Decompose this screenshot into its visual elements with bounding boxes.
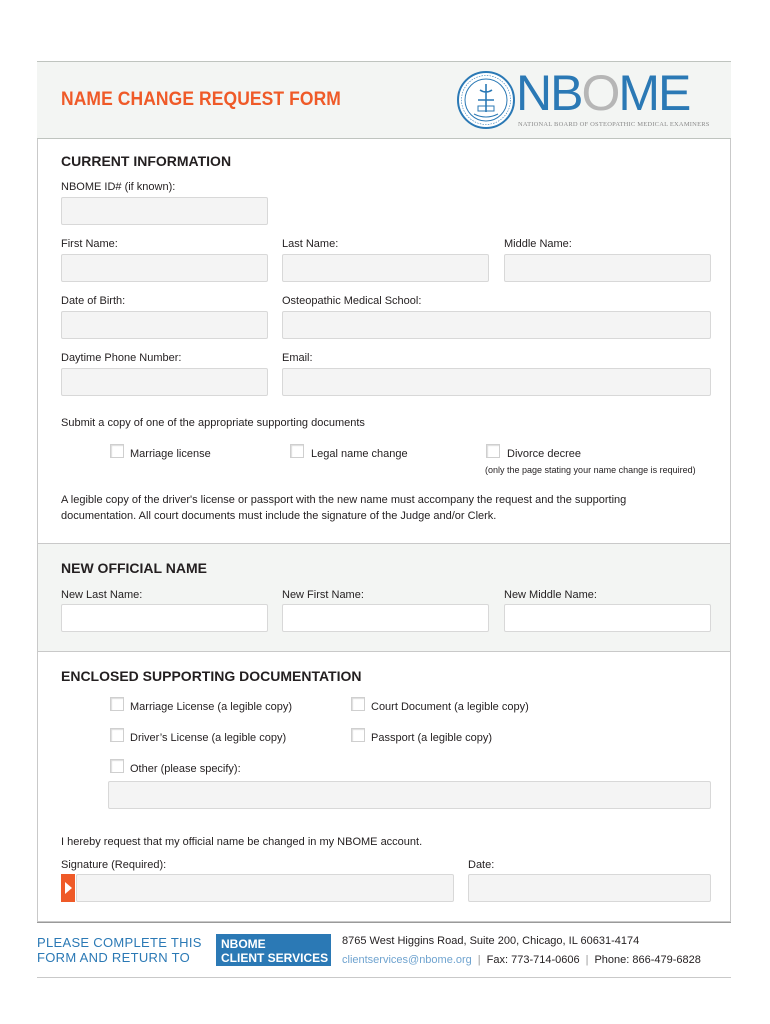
nbome-logo bbox=[516, 65, 690, 121]
contact-separator: | bbox=[585, 954, 589, 966]
new-official-name-heading: NEW OFFICIAL NAME bbox=[61, 560, 207, 576]
new-official-name-section bbox=[37, 544, 731, 652]
middle-name-label: Middle Name: bbox=[504, 238, 572, 250]
new-first-name-field[interactable] bbox=[282, 604, 489, 632]
contact-separator: | bbox=[477, 954, 481, 966]
license-requirement-note: A legible copy of the driver's license or passport with the new name must accompany the request and the supporting documentation. All court documents must include the signature of the Judge and/or Clerk. bbox=[61, 494, 627, 522]
marriage-license-label: Marriage license bbox=[130, 448, 211, 460]
new-last-name-label: New Last Name: bbox=[61, 589, 143, 601]
signature-label: Signature (Required): bbox=[61, 859, 167, 871]
signature-field[interactable] bbox=[76, 874, 454, 902]
last-name-label: Last Name: bbox=[282, 238, 339, 250]
medical-school-field[interactable] bbox=[282, 311, 711, 339]
marriage-license-checkbox[interactable] bbox=[110, 444, 124, 458]
drivers-license-checkbox[interactable] bbox=[110, 728, 124, 742]
other-document-label: Other (please specify): bbox=[130, 763, 241, 775]
legal-name-change-label: Legal name change bbox=[311, 448, 408, 460]
mailing-address: 8765 West Higgins Road, Suite 200, Chicago, IL 60631-4174 bbox=[342, 935, 640, 947]
passport-label: Passport (a legible copy) bbox=[371, 732, 493, 744]
badge-line-2: CLIENT SERVICES bbox=[221, 951, 329, 965]
nbome-id-label: NBOME ID# (if known): bbox=[61, 181, 176, 193]
return-instruction bbox=[37, 935, 202, 965]
form-header bbox=[37, 61, 731, 139]
logo-text: NBOME bbox=[516, 65, 690, 121]
date-field[interactable] bbox=[468, 874, 711, 902]
nbome-seal-icon bbox=[456, 70, 516, 130]
new-last-name-field[interactable] bbox=[61, 604, 268, 632]
first-name-label: First Name: bbox=[61, 238, 118, 250]
legal-name-change-checkbox[interactable] bbox=[290, 444, 304, 458]
court-document-checkbox[interactable] bbox=[351, 697, 365, 711]
sign-here-arrow-icon bbox=[61, 874, 75, 902]
divorce-decree-label: Divorce decree bbox=[507, 448, 581, 460]
new-middle-name-field[interactable] bbox=[504, 604, 711, 632]
date-of-birth-label: Date of Birth: bbox=[61, 295, 126, 307]
other-document-checkbox[interactable] bbox=[110, 759, 124, 773]
middle-name-field[interactable] bbox=[504, 254, 711, 282]
current-information-section bbox=[37, 139, 731, 544]
email-field[interactable] bbox=[282, 368, 711, 396]
nbome-id-field[interactable] bbox=[61, 197, 268, 225]
phone-label: Daytime Phone Number: bbox=[61, 352, 182, 364]
last-name-field[interactable] bbox=[282, 254, 489, 282]
enclosed-documentation-heading: ENCLOSED SUPPORTING DOCUMENTATION bbox=[61, 668, 362, 684]
supporting-docs-prompt: Submit a copy of one of the appropriate supporting documents bbox=[61, 417, 365, 429]
other-document-field[interactable] bbox=[108, 781, 711, 809]
logo-subtitle: NATIONAL BOARD OF OSTEOPATHIC MEDICAL EXAMINERS bbox=[518, 121, 710, 128]
date-of-birth-field[interactable] bbox=[61, 311, 268, 339]
client-services-email[interactable]: clientservices@nbome.org bbox=[342, 954, 472, 966]
divorce-decree-checkbox[interactable] bbox=[486, 444, 500, 458]
new-first-name-label: New First Name: bbox=[282, 589, 364, 601]
footer-bottom-divider bbox=[37, 977, 731, 978]
logo-letter-o: O bbox=[581, 65, 619, 121]
medical-school-label: Osteopathic Medical School: bbox=[282, 295, 422, 307]
passport-checkbox[interactable] bbox=[351, 728, 365, 742]
new-middle-name-label: New Middle Name: bbox=[504, 589, 597, 601]
marriage-license-copy-label: Marriage License (a legible copy) bbox=[130, 701, 293, 713]
date-label: Date: bbox=[468, 859, 495, 871]
footer-divider bbox=[37, 922, 731, 923]
court-document-label: Court Document (a legible copy) bbox=[371, 701, 529, 713]
divorce-decree-note: (only the page stating your name change is required) bbox=[485, 465, 696, 475]
return-line-1: PLEASE COMPLETE THIS bbox=[37, 935, 202, 950]
email-label: Email: bbox=[282, 352, 313, 364]
request-statement: I hereby request that my official name be changed in my NBOME account. bbox=[61, 836, 423, 848]
badge-line-1: NBOME bbox=[221, 937, 266, 951]
marriage-license-copy-checkbox[interactable] bbox=[110, 697, 124, 711]
form-title: NAME CHANGE REQUEST FORM bbox=[61, 89, 341, 110]
client-services-badge bbox=[216, 934, 331, 966]
phone-number: Phone: 866-479-6828 bbox=[594, 954, 701, 966]
first-name-field[interactable] bbox=[61, 254, 268, 282]
drivers-license-label: Driver’s License (a legible copy) bbox=[130, 732, 287, 744]
fax-number: Fax: 773-714-0606 bbox=[486, 954, 580, 966]
current-information-heading: CURRENT INFORMATION bbox=[61, 153, 232, 169]
return-line-2: FORM AND RETURN TO bbox=[37, 950, 190, 965]
enclosed-documentation-section bbox=[37, 652, 731, 922]
phone-field[interactable] bbox=[61, 368, 268, 396]
contact-line bbox=[342, 954, 701, 966]
